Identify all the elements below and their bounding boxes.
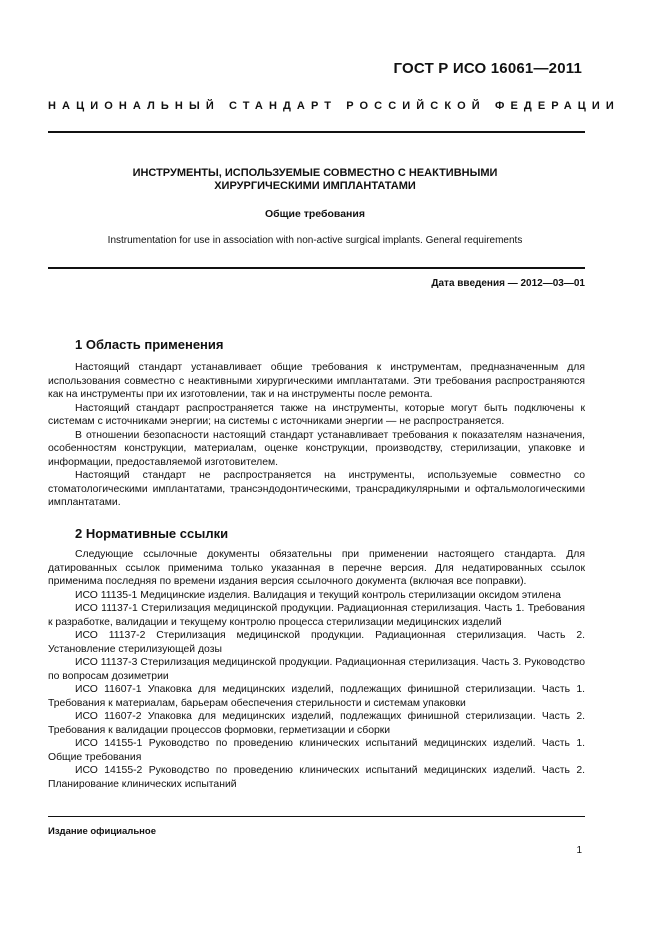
- reference-item: ИСО 11607-1 Упаковка для медицинских изделий, подлежащих финишной стерилизации. Часть 1. Требования к материалам, барьерам обеспечения стерильности и системам упаковки: [48, 684, 585, 709]
- title-line-2: ХИРУРГИЧЕСКИМИ ИМПЛАНТАТАМИ: [214, 180, 416, 192]
- section-1-heading: 1 Область применения: [75, 337, 224, 352]
- reference-item: ИСО 14155-2 Руководство по проведению клинических испытаний медицинских изделий. Часть 2. Планирование клинических испытаний: [48, 765, 585, 790]
- paragraph: Настоящий стандарт распространяется также на инструменты, которые могут быть подключены к системам с источниками энергии; на системы с источниками энергии — не распространяется.: [48, 402, 585, 427]
- reference-item: ИСО 14155-1 Руководство по проведению клинических испытаний медицинских изделий. Часть 1. Общие требования: [48, 738, 585, 763]
- national-standard-banner: НАЦИОНАЛЬНЫЙ СТАНДАРТ РОССИЙСКОЙ ФЕДЕРАЦИИ: [48, 100, 620, 112]
- paragraph: Следующие ссылочные документы обязательны при применении настоящего стандарта. Для датированных ссылок применима только указанная в перечне версия. Для недатированных ссылок применима последняя по времени издания версия ссылочного документа (включая все поправки).: [48, 549, 585, 587]
- section-2-heading: 2 Нормативные ссылки: [75, 526, 229, 541]
- reference-item: ИСО 11137-1 Стерилизация медицинской продукции. Радиационная стерилизация. Часть 1. Требования к разработке, валидации и текущему контролю процесса стерилизации медицинских изделий: [48, 603, 585, 628]
- reference-item: ИСО 11135-1 Медицинские изделия. Валидация и текущий контроль стерилизации оксидом этилена: [75, 589, 561, 601]
- paragraph: Настоящий стандарт устанавливает общие требования к инструментам, предназначенным для использования совместно с неактивными хирургическими имплантатами. Эти требования распространяются как на инструменты при их изготовлении, так и на инструменты после ремонта.: [48, 362, 585, 400]
- footer-divider: [48, 816, 585, 817]
- official-edition-label: Издание официальное: [48, 826, 156, 837]
- title-divider: [48, 267, 585, 269]
- english-title: Instrumentation for use in association with non-active surgical implants. General requirements: [107, 235, 523, 246]
- page-number: 1: [576, 845, 582, 856]
- paragraph: Настоящий стандарт не распространяется на инструменты, используемые совместно со стоматологическими имплантатами, трансэндодонтическими, трансрадикулярными и офтальмологическими имплантатами.: [48, 470, 585, 508]
- document-subtitle: Общие требования: [265, 208, 365, 220]
- reference-item: ИСО 11137-2 Стерилизация медицинской продукции. Радиационная стерилизация. Часть 2. Установление стерилизующей дозы: [48, 630, 585, 655]
- title-line-1: ИНСТРУМЕНТЫ, ИСПОЛЬЗУЕМЫЕ СОВМЕСТНО С НЕАКТИВНЫМИ: [132, 167, 498, 179]
- reference-item: ИСО 11607-2 Упаковка для медицинских изделий, подлежащих финишной стерилизации. Часть 2. Требования к валидации процессов формовки, герметизации и сборки: [48, 711, 585, 736]
- section-1-body: [48, 361, 585, 510]
- header-divider: [48, 131, 585, 133]
- section-2-body: [48, 548, 585, 791]
- paragraph: В отношении безопасности настоящий стандарт устанавливает требования к показателям назначения, особенностям конструкции, материалам, оценке конструкции, производству, стерилизации, упаковке и информации, предоставляемой изготовителем.: [48, 429, 585, 468]
- document-title: [60, 167, 570, 193]
- document-number: ГОСТ Р ИСО 16061—2011: [393, 60, 582, 77]
- reference-item: ИСО 11137-3 Стерилизация медицинской продукции. Радиационная стерилизация. Часть 3. Руководство по вопросам дозиметрии: [48, 657, 585, 682]
- introduction-date: Дата введения — 2012—03—01: [431, 278, 585, 289]
